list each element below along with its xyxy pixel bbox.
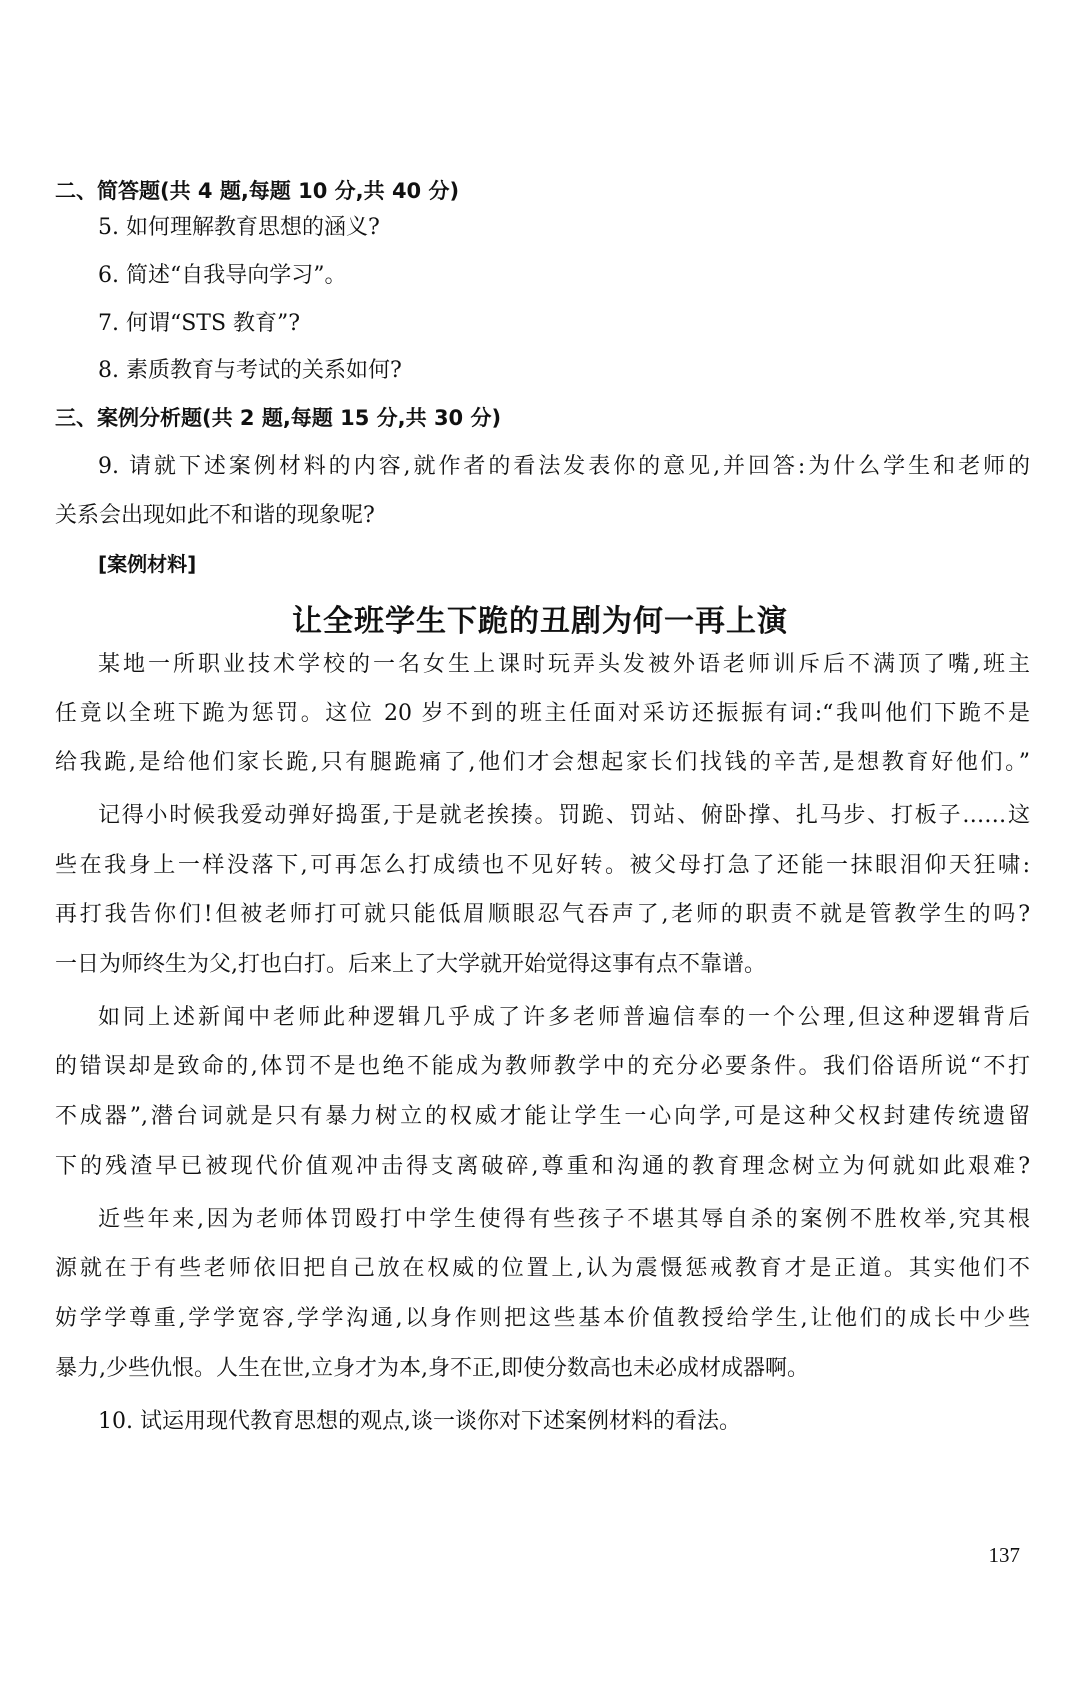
question-7: 7. 何谓“STS 教育”? [98,311,301,336]
case-paragraph-2-line-4: 一日为师终生为父,打也白打。后来上了大学就开始觉得这事有点不靠谱。 [55,952,766,977]
case-paragraph-1-line-3: 给我跪,是给他们家长跪,只有腿跪痛了,他们才会想起家长们找钱的辛苦,是想教育好他们。” [55,750,1030,775]
section-heading-case-analysis: 三、案例分析题(共 2 题,每题 15 分,共 30 分) [55,406,502,430]
case-paragraph-4-line-3: 妨学学尊重,学学宽容,学学沟通,以身作则把这些基本价值教授给学生,让他们的成长中少些 [55,1306,1030,1331]
case-paragraph-3-line-4: 下的残渣早已被现代价值观冲击得支离破碎,尊重和沟通的教育理念树立为何就如此艰难? [55,1154,1030,1179]
question-10: 10. 试运用现代教育思想的观点,谈一谈你对下述案例材料的看法。 [98,1409,741,1434]
question-5: 5. 如何理解教育思想的涵义? [98,215,380,240]
page-number: 137 [988,1543,1020,1567]
question-6: 6. 简述“自我导向学习”。 [98,263,347,288]
case-paragraph-2-line-3: 再打我告你们!但被老师打可就只能低眉顺眼忍气吞声了,老师的职责不就是管教学生的吗? [55,902,1030,927]
case-paragraph-1-line-2: 任竟以全班下跪为惩罚。这位 20 岁不到的班主任面对采访还振振有词:“我叫他们下跪不是 [55,701,1030,726]
question-9-line-2: 关系会出现如此不和谐的现象呢? [55,503,375,528]
case-paragraph-4-line-4: 暴力,少些仇恨。人生在世,立身才为本,身不正,即使分数高也未必成材成器啊。 [55,1356,809,1381]
question-8: 8. 素质教育与考试的关系如何? [98,358,402,383]
section-heading-short-answer: 二、简答题(共 4 题,每题 10 分,共 40 分) [55,179,460,203]
question-9-line-1: 9. 请就下述案例材料的内容,就作者的看法发表你的意见,并回答:为什么学生和老师的 [98,454,1030,479]
case-paragraph-4-line-2: 源就在于有些老师依旧把自己放在权威的位置上,认为震慑惩戒教育才是正道。其实他们不 [55,1256,1030,1281]
case-paragraph-3-line-2: 的错误却是致命的,体罚不是也绝不能成为教师教学中的充分必要条件。我们俗语所说“不打 [55,1054,1030,1079]
case-material-label: [案例材料] [98,552,197,576]
case-paragraph-2-line-1: 记得小时候我爱动弹好捣蛋,于是就老挨揍。罚跪、罚站、俯卧撑、扎马步、打板子……这 [98,803,1030,828]
case-title: 让全班学生下跪的丑剧为何一再上演 [292,604,788,639]
case-paragraph-4-line-1: 近些年来,因为老师体罚殴打中学生使得有些孩子不堪其辱自杀的案例不胜枚举,究其根 [98,1207,1030,1232]
case-paragraph-3-line-3: 不成器”,潜台词就是只有暴力树立的权威才能让学生一心向学,可是这种父权封建传统遗留 [55,1104,1030,1129]
case-paragraph-2-line-2: 些在我身上一样没落下,可再怎么打成绩也不见好转。被父母打急了还能一抹眼泪仰天狂啸: [55,853,1030,878]
case-paragraph-3-line-1: 如同上述新闻中老师此种逻辑几乎成了许多老师普遍信奉的一个公理,但这种逻辑背后 [98,1005,1030,1030]
case-paragraph-1-line-1: 某地一所职业技术学校的一名女生上课时玩弄头发被外语老师训斥后不满顶了嘴,班主 [98,652,1030,677]
